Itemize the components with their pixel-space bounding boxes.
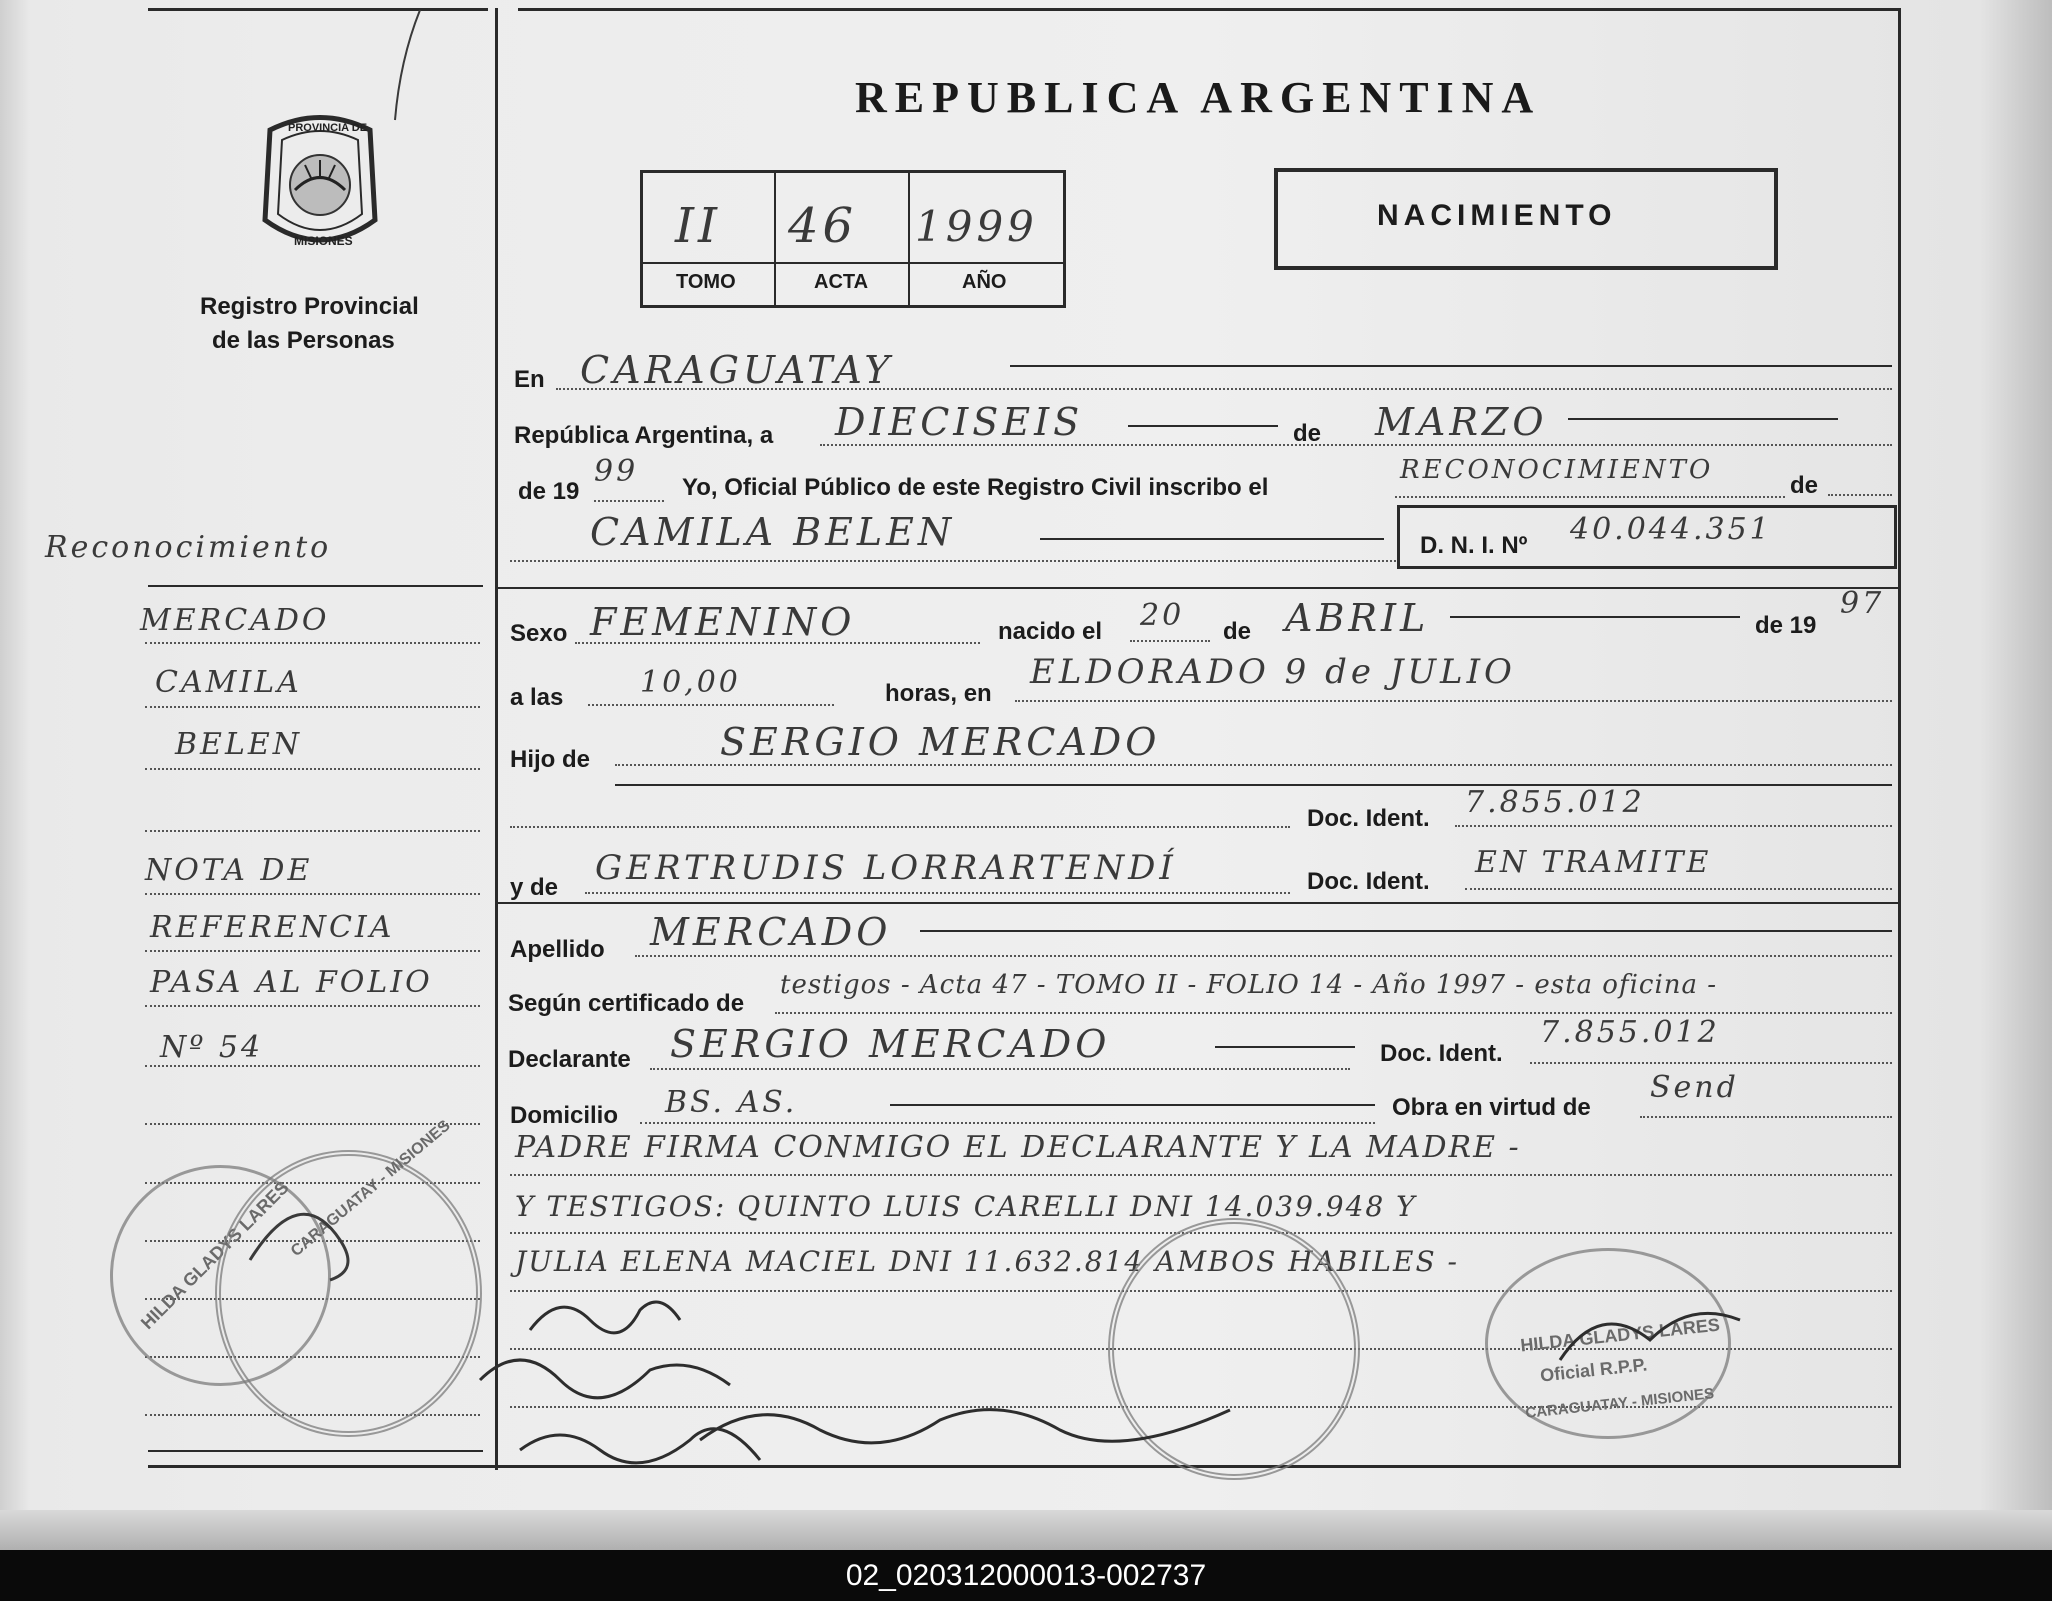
doc-label2: Doc. Ident. xyxy=(1307,868,1430,895)
segun-label: Según certificado de xyxy=(508,990,745,1017)
de19-label: de 19 xyxy=(518,478,580,505)
sexo-label: Sexo xyxy=(510,620,568,647)
year-value: 99 xyxy=(594,454,639,489)
en-label: En xyxy=(514,366,545,393)
hijo-label: Hijo de xyxy=(510,746,591,773)
margin-ref2: REFERENCIA xyxy=(150,910,395,945)
margin-name1: CAMILA xyxy=(155,665,302,700)
tomo-label: TOMO xyxy=(676,271,736,293)
seal-bottom-text: MISIONES xyxy=(294,234,353,248)
doc-label: Doc. Ident. xyxy=(1307,805,1430,832)
obra-value: Send xyxy=(1650,1070,1739,1105)
declarante-label: Declarante xyxy=(508,1046,631,1073)
place-value: ELDORADO 9 de JULIO xyxy=(1030,652,1516,692)
father-value: SERGIO MERCADO xyxy=(720,720,1161,764)
dni-value: 40.044.351 xyxy=(1570,512,1772,547)
hour-value: 10,00 xyxy=(640,665,741,700)
apellido-label: Apellido xyxy=(510,936,605,963)
notes-line3: JULIA ELENA MACIEL DNI 11.632.814 AMBOS HABILES - xyxy=(515,1245,1460,1278)
country-title: REPUBLICA ARGENTINA xyxy=(855,73,1542,122)
dni-label: D. N. I. Nº xyxy=(1420,532,1528,559)
name-value: CAMILA BELEN xyxy=(590,510,956,554)
mother-doc: EN TRAMITE xyxy=(1475,845,1712,880)
margin-note-reconocimiento: Reconocimiento xyxy=(45,530,332,565)
stamp-left-place: CARAGUATAY - MISIONES xyxy=(287,1117,454,1261)
birth-day: 20 xyxy=(1140,598,1185,633)
birth-year: 97 xyxy=(1840,586,1885,621)
yo-label: Yo, Oficial Público de este Registro Civil inscribo el xyxy=(682,474,1269,501)
apellido-value: MERCADO xyxy=(650,910,892,954)
de-label: de xyxy=(1293,420,1322,447)
inscribo-value: RECONOCIMIENTO xyxy=(1400,455,1714,485)
sexo-value: FEMENINO xyxy=(590,600,856,644)
notes-line1: PADRE FIRMA CONMIGO EL DECLARANTE Y LA MADRE - xyxy=(515,1130,1521,1165)
stamp-left-name: HILDA GLADYS LARES xyxy=(136,1177,293,1334)
tomo-value: II xyxy=(675,198,721,254)
acta-value: 46 xyxy=(788,198,858,254)
seal-top-text: PROVINCIA DE xyxy=(288,122,368,134)
nacido-label: nacido el xyxy=(998,618,1103,645)
margin-name2: BELEN xyxy=(175,727,303,762)
obra-label: Obra en virtud de xyxy=(1392,1094,1591,1121)
domicilio-value: BS. AS. xyxy=(665,1085,798,1120)
month-value: MARZO xyxy=(1375,400,1548,444)
registry-line1: Registro Provincial xyxy=(200,293,419,320)
day-value: DIECISEIS xyxy=(835,400,1084,444)
stamp-right-role: Oficial R.P.P. xyxy=(1539,1354,1649,1386)
declarante-doc: 7.855.012 xyxy=(1540,1015,1720,1050)
margin-ref4: Nº 54 xyxy=(160,1030,264,1065)
de-label2: de xyxy=(1790,472,1819,499)
registry-line2: de las Personas xyxy=(212,327,395,354)
record-type: NACIMIENTO xyxy=(1377,199,1617,232)
horas-label: horas, en xyxy=(885,680,992,707)
notes-line2: Y TESTIGOS: QUINTO LUIS CARELLI DNI 14.039.948 Y xyxy=(515,1190,1417,1223)
de-label3: de xyxy=(1223,618,1252,645)
birth-month: ABRIL xyxy=(1285,596,1430,640)
alas-label: a las xyxy=(510,684,564,711)
ano-value: 1999 xyxy=(915,202,1038,251)
image-caption: 02_020312000013-002737 xyxy=(845,1559,1207,1592)
de19-label2: de 19 xyxy=(1755,612,1817,639)
ano-label: AÑO xyxy=(962,271,1007,293)
yde-label: y de xyxy=(510,874,559,901)
doc-label3: Doc. Ident. xyxy=(1380,1040,1503,1067)
margin-surname: MERCADO xyxy=(140,603,330,638)
page-edge xyxy=(0,1510,2052,1550)
segun-value: testigos - Acta 47 - TOMO II - FOLIO 14 - Año 1997 - esta oficina - xyxy=(780,970,1718,1000)
republica-label: República Argentina, a xyxy=(514,422,774,449)
acta-label: ACTA xyxy=(814,271,869,293)
stamp-right-place: CARAGUATAY - MISIONES xyxy=(1524,1385,1715,1422)
margin-ref3: PASA AL FOLIO xyxy=(150,965,433,1000)
father-doc: 7.855.012 xyxy=(1465,785,1645,820)
domicilio-label: Domicilio xyxy=(510,1102,619,1129)
stamp-right-name: HILDA GLADYS LARES xyxy=(1519,1314,1721,1356)
mother-value: GERTRUDIS LORRARTENDÍ xyxy=(595,848,1177,888)
en-value: CARAGUATAY xyxy=(580,348,894,392)
declarante-value: SERGIO MERCADO xyxy=(670,1022,1111,1066)
margin-ref1: NOTA DE xyxy=(145,853,313,888)
